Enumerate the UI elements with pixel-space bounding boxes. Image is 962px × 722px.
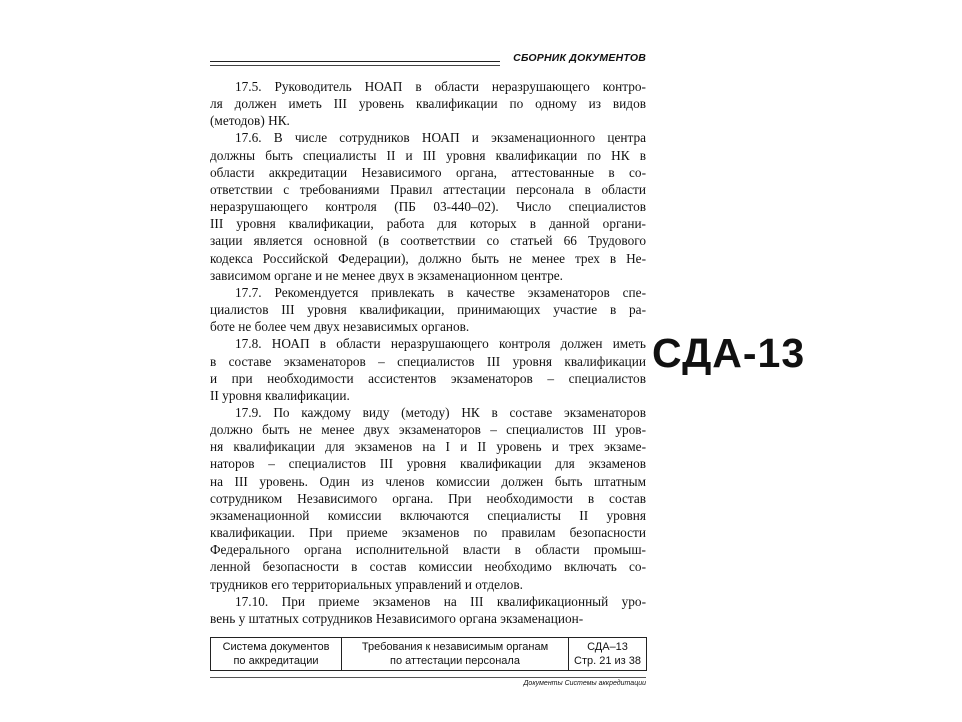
paragraph (210, 593, 646, 627)
document-code-label: СДА-13 (652, 330, 806, 376)
text-line: в составе экзаменаторов – специалистов III уровня квалификации (210, 353, 646, 369)
text-line: III уровня квалификации, работа для которых в данной органи- (210, 216, 646, 232)
scanned-page (205, 48, 648, 693)
text-line: вень у штатных сотрудников Независимого органа экзаменацион- (210, 610, 584, 626)
footer-table (210, 637, 647, 671)
text-line: ля должен иметь III уровень квалификации по одному из видов (210, 96, 646, 112)
text-line: (методов) НК. (210, 113, 290, 129)
header-rule (210, 61, 500, 62)
text-line: циалистов III уровня квалификации, принимающих участие в ра- (210, 302, 646, 318)
text-line: области аккредитации Независимого органа, аттестованные в со- (210, 164, 646, 180)
text-line: должны быть специалисты II и III уровня квалификации по НК в (210, 147, 646, 163)
text-line: 17.10. При приеме экзаменов на III квалификационный уро- (235, 593, 646, 609)
text-line: зависимом органе и не менее двух в экзаменационном центре. (210, 267, 563, 283)
text-line: экзаменационной комиссии включаются специалисты II уровня (210, 507, 646, 523)
text-line: зации является основной (в соответствии со статьей 66 Трудового (210, 233, 646, 249)
footer-system-line1: Система документов (222, 641, 330, 653)
text-line: 17.8. НОАП в области неразрушающего контроля должен иметь (235, 336, 646, 352)
text-line: должно быть не менее двух экзаменаторов – специалистов III уров- (210, 422, 646, 438)
footer-rule (210, 677, 646, 678)
paragraph (210, 404, 646, 593)
paragraph (210, 284, 646, 335)
footer-title-cell (341, 638, 568, 670)
paragraph (210, 129, 646, 283)
text-line: и при необходимости ассистентов экзаменаторов – специалистов (210, 370, 646, 386)
footer-code-cell (568, 638, 646, 670)
footer-system-line2: по аккредитации (233, 655, 319, 667)
footer-system-cell (210, 638, 341, 670)
footer-note: Документы Системы аккредитации (523, 680, 646, 687)
text-line: ня квалификации для экзаменов на I и II уровень и трех экзаме- (210, 439, 646, 455)
text-line: кодекса Российской Федерации), должно быть не менее трех в Не- (210, 250, 646, 266)
document-body (210, 78, 646, 627)
text-line: квалификации. При приеме экзаменов по правилам безопасности (210, 525, 646, 541)
text-line: Федерального органа исполнительной власти в области промыш- (210, 542, 646, 558)
running-header: СБОРНИК ДОКУМЕНТОВ (513, 52, 646, 64)
header-rule-thin (210, 65, 500, 66)
text-line: 17.7. Рекомендуется привлекать в качестве экзаменаторов спе- (235, 284, 646, 300)
text-line: сотрудником Независимого органа. При необходимости в состав (210, 490, 646, 506)
paragraph (210, 335, 646, 404)
text-line: ленной безопасности в состав комиссии необходимо включать со- (210, 559, 646, 575)
text-line: на III уровень. Один из членов комиссии должен быть штатным (210, 473, 646, 489)
text-line: 17.5. Руководитель НОАП в области неразрушающего контро- (235, 79, 646, 94)
text-line: боте не более чем двух независимых органов. (210, 319, 470, 335)
paragraph (210, 78, 646, 129)
text-line: наторов – специалистов III уровня квалификации для экзаменов (210, 456, 646, 472)
text-line: 17.6. В числе сотрудников НОАП и экзаменационного центра (235, 130, 646, 146)
text-line: ответствии с требованиями Правил аттестации персонала в области (210, 181, 646, 197)
footer-page-number: Стр. 21 из 38 (574, 655, 641, 667)
text-line: неразрушающего контроля (ПБ 03-440–02). Число специалистов (210, 199, 646, 215)
text-line: II уровня квалификации. (210, 387, 350, 403)
footer-doc-code: СДА–13 (587, 641, 628, 653)
footer-title-line2: по аттестации персонала (390, 655, 520, 667)
text-line: трудников его территориальных управлений и отделов. (210, 576, 523, 592)
text-line: 17.9. По каждому виду (методу) НК в составе экзаменаторов (235, 404, 646, 420)
footer-title-line1: Требования к независимым органам (361, 641, 549, 653)
